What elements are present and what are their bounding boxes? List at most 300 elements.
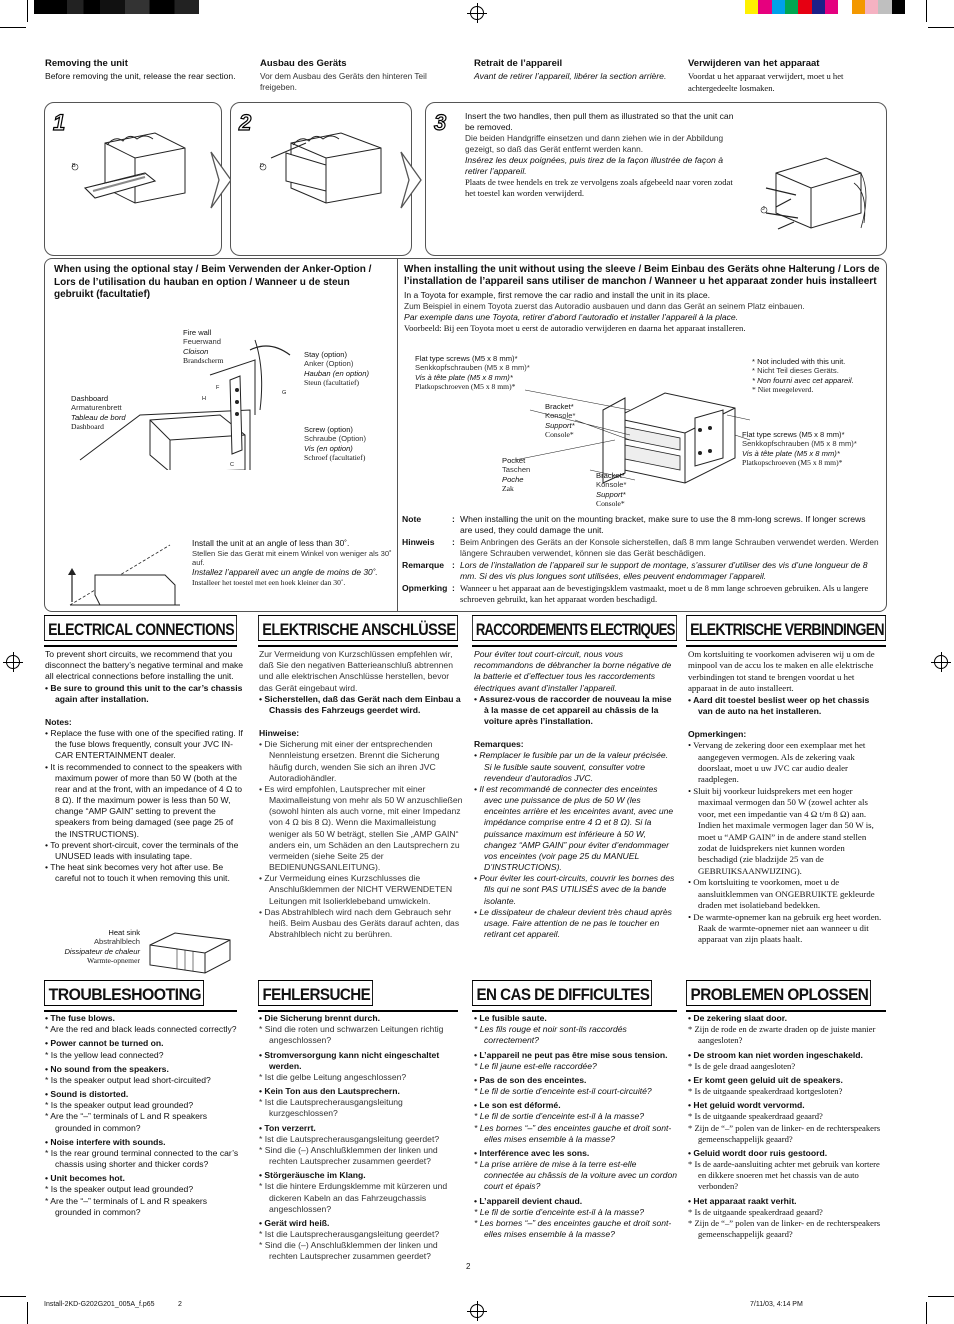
step-3-panel — [425, 102, 887, 256]
stay-en: Stay (option) — [304, 350, 348, 359]
firewall-fr: Cloison — [183, 346, 209, 356]
step-2-label-d: D — [260, 163, 264, 169]
section-title-tr-en: TROUBLESHOOTING — [44, 980, 204, 1006]
elec-en-ground-text: Be sure to ground this unit to the car’s chassis again after installation. — [50, 682, 243, 704]
trouble-de-answer: * Ist die Lautsprecherausgangsleitung geerdet? — [259, 1133, 440, 1144]
step-1-panel — [44, 102, 222, 256]
trouble-en-heading-text: Sound is distorted. — [50, 1089, 129, 1100]
elec-de-ground: • Sicherstellen, daß das Gerät nach dem Einbau a Chassis des Fahrzeugs geerdet wird. — [259, 693, 461, 715]
trouble-en-answer: * Is the yellow lead connected? — [45, 1049, 164, 1060]
screw-fr: Vis (en option) — [304, 443, 353, 453]
elec-fr-col — [474, 649, 678, 940]
stay-label-g: G — [282, 390, 287, 396]
removing-en — [45, 58, 240, 83]
note-fr-text: Lors de l’installation de l’appareil sur le support de montage, s’assurer d’utiliser des vis d’une longueur de 8 mm. Si des vis plus longues sont utilisées, elles peuvent endommager l’appareil. — [460, 559, 868, 582]
trouble-de-answer-text: Ist die hintere Erdungsklemme mit kürzeren und dickeren Kabeln an das Fahrzeugchassis angeschlossen? — [264, 1181, 448, 1214]
trouble-fr-answer: * Les fils rouge et noir sont-ils raccordés correctement? — [474, 1024, 627, 1046]
trouble-de-answer: * Ist die hintere Erdungsklemme mit kürzeren und dickeren Kabeln an das Fahrzeugchassis angeschlossen? — [259, 1181, 448, 1214]
step-1-number: 1 — [53, 110, 66, 135]
stay-title: When using the optional stay / Beim Verwenden der Anker-Option / Lors de l’utilisation du hauban en option / Wanneer u de steun gebruikt (facultatief) — [54, 264, 372, 300]
stay-firewall-label — [183, 328, 224, 366]
angle-illustration — [60, 530, 190, 610]
removing-fr — [474, 58, 669, 83]
trouble-en-heading: • Power cannot be turned on. — [45, 1038, 164, 1049]
bracket2-fr: Support* — [596, 489, 626, 499]
heatsink-fr: Dissipateur de chaleur — [64, 946, 140, 956]
step-2-number: 2 — [239, 110, 252, 135]
footer-file: Install-2KD-G202G201_005A_f.p65 — [44, 1301, 155, 1308]
removing-fr-text: Avant de retirer l’appareil, libérer la section arrière. — [474, 71, 667, 82]
elec-de-note-2-text: Es wird empfohlen, Lautsprecher mit einer Maximalleistung von mehr als 50 W anzuschließen (sowohl hinten als auch vorne, mit einer Impedanz von 4 Ω bis 8 Ω). Wenn die Maximalleistung weniger als 50 W beträgt, stellen Sie „AMP GAIN“ anders ein, um Schäden an den Lautsprechern zu vermeiden (siehe Seite 25 der BEDIENUNGSANLEITUNG). — [264, 783, 463, 873]
sleeve-leader-lines — [405, 360, 865, 510]
elec-en-note-2-text: It is recommended to connect to the speakers with maximum power of more than 50 W (both at the rear and at the front, with an impedance of 4 Ω to 8 Ω). If the maximum power is less than 50 W, change “AMP GAIN” setting to prevent the speakers from being damaged (see page 25 of the INSTRUCTIONS). — [50, 761, 243, 839]
stay-fr: Hauban (en option) — [304, 368, 370, 378]
stay-nl: Steun (facultatief) — [304, 378, 360, 388]
removing-de-text: Vor dem Ausbau des Geräts den hinteren Teil freigeben. — [260, 71, 427, 93]
registration-mark-icon — [6, 655, 20, 669]
trouble-de-heading: • Kein Ton aus den Lautsprechern. — [259, 1086, 400, 1097]
elec-fr-ground: • Assurez-vous de raccorder de nouveau la mise à la masse de cet appareil au châssis de la voiture après l’installation. — [474, 693, 672, 727]
trouble-fr-answer-text: Le fil de sortie d’enceinte est-il à la masse? — [479, 1111, 645, 1122]
trouble-en-heading-text: Unit becomes hot. — [50, 1173, 125, 1184]
trouble-en-answer-text: Is the speaker output lead grounded? — [50, 1100, 194, 1111]
trouble-de-heading-text: Stromversorgung kann nicht eingeschaltet werden. — [264, 1049, 440, 1071]
notincl-nl: * Niet meegeleverd. — [752, 385, 814, 395]
trouble-nl-answer: * Is de aarde-aansluiting achter met gebruik van kortere en dikkere snoeren met het chassis van de auto verbonden? — [688, 1159, 880, 1192]
trouble-de-answer: * Sind die (–) Anschlußklemmen der linken und rechten Lautsprecher zusammen geerdet? — [259, 1144, 438, 1167]
trouble-fr-answer: * Le fil de sortie d’enceinte est-il à la masse? — [474, 1206, 645, 1217]
elec-de-intro: Zur Vermeidung von Kurzschlüssen empfehlen wir, daß Sie den negativen Batterieanschluß abtrennen und alle elektrischen Anschlüsse herstellen, bevor das Gerät eingebaut wird. — [259, 649, 453, 693]
bracket2-de: Konsole* — [596, 480, 627, 490]
pocket-fr: Poche — [502, 474, 524, 484]
trouble-nl-answer: * Is de uitgaande speakerdraad geaard? — [688, 1206, 823, 1217]
trouble-de-answer: * Ist die Lautsprecherausgangsleitung kurzgeschlossen? — [259, 1097, 403, 1119]
pocket-nl: Zak — [502, 484, 514, 494]
pocket-de: Taschen — [502, 465, 531, 475]
trouble-en-heading: • Noise interfere with sounds. — [45, 1136, 166, 1147]
trouble-en-heading: • No sound from the speakers. — [45, 1063, 169, 1074]
note-fr-label: Remarque — [402, 559, 445, 570]
step-3-number: 3 — [434, 110, 447, 135]
angle-de: Stellen Sie das Gerät mit einem Winkel von weniger als 30˚ auf. — [192, 548, 392, 567]
step-3-de: Die beiden Handgriffe einsetzen und dann ziehen wie in der Abbildung gezeigt, so daß das Gerät entfernt werden kann. — [465, 133, 724, 155]
trouble-de-heading-text: Kein Ton aus den Lautsprechern. — [264, 1086, 400, 1097]
flat2-nl: Platkopschroeven (M5 x 8 mm)* — [742, 458, 843, 468]
trouble-fr-heading: • Interférence avec les sons. — [474, 1147, 590, 1158]
sleeve-nl: Voorbeeld: Bij een Toyota moet u eerst de autoradio verwijderen en daarna het apparaat installeren. — [404, 323, 746, 334]
note-de-text: Beim Anbringen des Geräts an der Konsole sicherstellen, daß 8 mm lange Schrauben verwendet werden. Werden längere Schrauben verwendet, können sie das Gerät beschädigen. — [460, 537, 879, 559]
pocket-en: Pocket — [502, 456, 526, 465]
elec-nl-note-2: • Sluit bij voorkeur luidsprekers met een hoger maximaal vermogen dan 50 W (zowel achter als voor, met een impedantie van 4 Ω t/m 8 Ω) aan. Indien het maximale vermogen lager dan 50 W is, moet u “AMP GAIN” in de andere stand stellen zodat de luidsprekers niet kunnen worden beschadigd (zie bladzijde 25 van de GEBRUIKSAANWIJZING). — [688, 785, 874, 876]
stay-de: Anker (Option) — [304, 359, 354, 369]
trouble-nl-answer-text: Zijn de “–” polen van de linker- en de rechterspeakers gemeenschappelijk geaard? — [694, 1122, 881, 1144]
firewall-en: Fire wall — [183, 328, 212, 337]
heatsink-label — [50, 928, 140, 966]
elec-fr-note-4: • Le dissipateur de chaleur devient très chaud après usage. Faire attention de ne pas le toucher en retirant cet appareil. — [474, 906, 672, 940]
dashboard-fr: Tableau de bord — [71, 412, 126, 422]
elec-nl-col — [688, 649, 886, 946]
section-title-tr-fr: EN CAS DE DIFFICULTES — [472, 980, 652, 1006]
trouble-en-heading: • Sound is distorted. — [45, 1089, 129, 1100]
elec-fr-note-2-text: Il est recommandé de connecter des enceintes avec une puissance de plus de 50 W (les enceintes arrière et les enceintes avant, avec une impédance comprise entre 4 Ω et 8 Ω). Si la puissance maximum est inférieure à 50 W, changez “AMP GAIN” pour éviter d’endommager vos enceintes (voir page 25 du MANUEL D’INSTRUCTIONS). — [479, 783, 674, 873]
elec-en-ground: • Be sure to ground this unit to the car’s chassis again after installation. — [45, 682, 243, 704]
notincl-de: * Nicht Teil dieses Geräts. — [752, 366, 839, 376]
trouble-nl-answer-text: Zijn de rode en de zwarte draden op de juiste manier aangesloten? — [694, 1024, 876, 1046]
elec-en-note-3-text: To prevent short-circuit, cover the terminals of the UNUSED leads with insulating tape. — [50, 839, 239, 861]
bracket1-en: Bracket* — [545, 402, 574, 411]
elec-de-note-1: • Die Sicherung mit einer der entsprechenden Nennleistung ersetzen. Brennt die Sicherung häufig durch, wenden Sie sich an ihren JVC Autoradiohändler. — [259, 739, 440, 783]
elec-de-notes-title: Hinweise: — [259, 728, 300, 739]
trouble-fr-heading-text: Le fusible saute. — [479, 1013, 547, 1023]
registration-mark-icon — [470, 1304, 484, 1318]
step-2-illustration — [231, 103, 413, 257]
flat2-fr: Vis à tête plate (M5 x 8 mm)* — [742, 448, 840, 458]
stay-screw-label — [304, 425, 366, 463]
sleeve-en: In a Toyota for example, first remove the car radio and install the unit in its place. — [404, 290, 711, 300]
elec-nl-ground-text: Aard dit toestel beslist weer op het chassis van de auto na het installeren. — [693, 694, 870, 716]
angle-nl: Installeer het toestel met een hoek kleiner dan 30˚. — [192, 577, 346, 587]
elec-fr-note-2: • Il est recommandé de connecter des enceintes avec une puissance de plus de 50 W (les enceintes arrière et les enceintes avant, avec une impédance comprise entre 4 Ω et 8 Ω). Si la puissance maximum est inférieure à 50 W, changez “AMP GAIN” pour éviter d’endommager vos enceintes (voir page 25 du MANUEL D’INSTRUCTIONS). — [474, 783, 674, 873]
flat2-en: Flat type screws (M5 x 8 mm)* — [742, 430, 845, 439]
section-title-elec-en: ELECTRICAL CONNECTIONS — [44, 615, 237, 641]
flat1-de: Senkkopfschrauben (M5 x 8 mm)* — [415, 363, 530, 373]
trouble-en-answer-text: Are the “–” terminals of L and R speakers grounded in common? — [50, 1111, 208, 1133]
step-3-fr: Insérez les deux poignées, puis tirez de la façon illustrée de façon à retirer l’appareil. — [465, 154, 723, 177]
notincl-en: * Not included with this unit. — [752, 357, 846, 366]
removing-en-title: Removing the unit — [45, 58, 128, 69]
firewall-de: Feuerwand — [183, 337, 221, 347]
trouble-nl-answer: * Zijn de rode en de zwarte draden op de juiste manier aangesloten? — [688, 1024, 876, 1046]
flat1-nl: Platkopschroeven (M5 x 8 mm)* — [415, 382, 516, 392]
trouble-en-answer: * Are the “–” terminals of L and R speakers grounded in common? — [45, 1111, 208, 1133]
stay-stay-label — [304, 350, 369, 388]
note-en: Note : When installing the unit on the mounting bracket, make sure to use the 8 mm-long screws. If longer screws are used, they could damage the unit. — [402, 514, 880, 536]
registration-mark-icon — [934, 655, 948, 669]
sleeve-title: When installing the unit without using the sleeve / Beim Einbau des Geräts ohne Halterung / Lors de l’installation de l’appareil sans utiliser de manchon / Wanneer u het apparaat zonder huis installeert — [404, 264, 880, 287]
trouble-fr-heading-text: L’appareil devient chaud. — [479, 1195, 583, 1206]
trouble-de-heading: • Störgeräusche im Klang. — [259, 1170, 366, 1181]
trouble-en-answer: * Is the speaker output lead short-circuited? — [45, 1074, 211, 1085]
trouble-de-heading-text: Ton verzerrt. — [264, 1122, 316, 1133]
stay-label-h: H — [202, 396, 206, 402]
stay-label-f: F — [216, 385, 220, 391]
step-1-label-b: B — [72, 163, 76, 169]
notes-block — [402, 514, 880, 606]
trouble-en-col — [45, 1013, 245, 1218]
notincl-fr: * Non fourni avec cet appareil. — [752, 375, 854, 385]
elec-de-note-1-text: Die Sicherung mit einer der entsprechenden Nennleistung ersetzen. Brennt die Sicherung häufig durch, wenden Sie sich an ihren JVC Autoradiohändler. — [264, 739, 440, 783]
removing-nl-text: Voordat u het apparaat verwijdert, moet u het achtergedeelte losmaken. — [688, 71, 844, 93]
trouble-fr-answer-text: Le fil de sortie d’enceinte est-il court-circuité? — [479, 1086, 652, 1097]
firewall-nl: Brandscherm — [183, 356, 224, 366]
step-3-label-j: J — [762, 206, 765, 212]
trouble-en-heading-text: No sound from the speakers. — [50, 1063, 169, 1074]
screw-de: Schraube (Option) — [304, 434, 367, 444]
elec-nl-note-3-text: Om kortsluiting te voorkomen, moet u de aansluitklemmen van ONGEBRUIKTE gekleurde draden met isolatieband bedekken. — [693, 877, 875, 911]
trouble-nl-answer: * Zijn de “–” polen van de linker- en de rechterspeakers gemeenschappelijk geaard? — [688, 1217, 881, 1240]
trouble-nl-heading: • Er komt geen geluid uit de speakers. — [688, 1074, 843, 1085]
trouble-en-heading: • Unit becomes hot. — [45, 1173, 125, 1184]
elec-de-note-4: • Das Abstrahlblech wird nach dem Gebrauch sehr heiß. Beim Ausbau des Geräts darauf achten, das Abstrahlblech nicht zu berühren. — [259, 906, 460, 940]
trouble-de-answer: * Sind die roten und schwarzen Leitungen richtig angeschlossen? — [259, 1024, 444, 1046]
elec-fr-note-3-text: Pour éviter les court-circuits, couvrir les bornes des fils qui ne sont PAS UTILISÉS avec de la bande isolante. — [479, 873, 675, 906]
trouble-nl-answer: * Zijn de “–” polen van de linker- en de rechterspeakers gemeenschappelijk geaard? — [688, 1122, 881, 1144]
trouble-de-heading: • Ton verzerrt. — [259, 1122, 316, 1133]
heatsink-en: Heat sink — [108, 928, 140, 937]
section-title-tr-de: FEHLERSUCHE — [258, 980, 373, 1006]
note-de-label: Hinweis — [402, 537, 435, 548]
elec-fr-notes-title: Remarques: — [474, 739, 524, 750]
removing-en-text: Before removing the unit, release the rear section. — [45, 71, 236, 82]
trouble-en-answer-text: Is the rear ground terminal connected to the car’s chassis using shorter and thicker cords? — [50, 1147, 239, 1170]
trouble-en-answer-text: Is the yellow lead connected? — [50, 1049, 164, 1060]
crop-mark — [926, 0, 927, 22]
trouble-de-answer-text: Ist die Lautsprecherausgangsleitung kurzgeschlossen? — [264, 1097, 403, 1119]
sleeve-de: Zum Beispiel in einem Toyota zuerst das Autoradio ausbauen und dann das Gerät an seinem Platz einbauen. — [404, 301, 805, 312]
removing-de-title: Ausbau des Geräts — [260, 58, 347, 69]
elec-fr-note-1: • Remplacer le fusible par un de la valeur précisée. Si le fusible saute souvent, consulter votre revendeur d’autoradios JVC. — [474, 750, 669, 783]
dashboard-de: Armaturenbrett — [71, 403, 122, 413]
trouble-en-answer: * Are the “–” terminals of L and R speakers grounded in common? — [45, 1195, 208, 1217]
bracket1-nl: Console* — [545, 430, 574, 440]
trouble-fr-heading: • Le fusible saute. — [474, 1013, 547, 1023]
removing-nl — [688, 58, 883, 94]
elec-en-note-2: • It is recommended to connect to the speakers with maximum power of more than 50 W (both at the rear and at the front, with an impedance of 4 Ω to 8 Ω). If the maximum power is less than 50 W, change “AMP GAIN” setting to prevent the speakers from being damaged (see page 25 of the INSTRUCTIONS). — [45, 761, 243, 839]
trouble-nl-answer: * Is de uitgaande speakerdraad geaard? — [688, 1111, 823, 1122]
note-fr: Remarque : Lors de l’installation de l’appareil sur le support de montage, s’assurer d’utiliser des vis d’une longueur de 8 mm. Si des vis plus longues sont utilisées, elles peuvent endommager l’appareil. — [402, 560, 880, 582]
footer-page: 2 — [178, 1301, 182, 1308]
trouble-nl-heading-text: Er komt geen geluid uit de speakers. — [693, 1074, 843, 1085]
bracket2-nl: Console* — [596, 499, 625, 509]
flat1-en: Flat type screws (M5 x 8 mm)* — [415, 354, 518, 363]
trouble-de-answer-text: Ist die Lautsprecherausgangsleitung geerdet? — [264, 1229, 440, 1240]
trouble-nl-answer-text: Is de uitgaande speakerdraad geaard? — [694, 1111, 823, 1122]
trouble-en-answer-text: Is the speaker output lead grounded? — [50, 1184, 194, 1195]
elec-en-note-3: • To prevent short-circuit, cover the terminals of the UNUSED leads with insulating tape. — [45, 839, 239, 861]
trouble-en-heading-text: Noise interfere with sounds. — [50, 1136, 166, 1147]
elec-en-note-4: • The heat sink becomes very hot after use. Be careful not to touch it when removing this unit. — [45, 862, 230, 884]
note-nl-label: Opmerking — [402, 583, 448, 594]
trouble-fr-answer: * Le fil de sortie d’enceinte est-il à la masse? — [474, 1111, 645, 1122]
trouble-en-answer-text: Are the “–” terminals of L and R speakers grounded in common? — [50, 1195, 208, 1217]
bracket1-fr: Support* — [545, 420, 575, 430]
elec-nl-intro: Om kortsluiting te voorkomen adviseren wij u om de minpool van de accu los te maken en alle elektrische verbindingen tot stand te brengen voordat u het apparaat in de auto installeert. — [688, 649, 875, 694]
crop-mark — [928, 1296, 954, 1297]
crop-mark — [27, 1302, 28, 1324]
trouble-de-answer-text: Sind die (–) Anschlußklemmen der linken und rechten Lautsprecher zusammen geerdet? — [264, 1144, 438, 1167]
trouble-de-heading-text: Gerät wird heiß. — [264, 1217, 330, 1228]
trouble-de-heading-text: Die Sicherung brennt durch. — [264, 1013, 380, 1023]
elec-nl-note-3: • Om kortsluiting te voorkomen, moet u de aansluitklemmen van ONGEBRUIKTE gekleurde draden met isolatieband bedekken. — [688, 877, 875, 911]
elec-en-note-1-text: Replace the fuse with one of the specified rating. If the fuse blows frequently, consult your JVC IN-CAR ENTERTAINMENT dealer. — [50, 728, 243, 761]
trouble-nl-answer-text: Is de aarde-aansluiting achter met gebruik van kortere en dikkere snoeren met het chassis van de auto verbonden? — [694, 1159, 880, 1192]
trouble-nl-heading-text: Het apparaat raakt verhit. — [693, 1195, 797, 1206]
trouble-nl-heading: • Het apparaat raakt verhit. — [688, 1195, 797, 1206]
grayscale-bar — [34, 0, 199, 14]
elec-de-col — [259, 649, 465, 940]
elec-en-notes-title: Notes: — [45, 716, 72, 727]
trouble-de-answer: * Ist die Lautsprecherausgangsleitung geerdet? — [259, 1229, 440, 1240]
trouble-fr-col — [474, 1013, 678, 1240]
screw-en: Screw (option) — [304, 425, 353, 434]
stay-dashboard-label — [71, 394, 126, 432]
trouble-fr-answer-text: La prise arrière de mise à la terre est-elle connectée au châssis de la voiture avec un cordon court et épais? — [479, 1159, 678, 1192]
trouble-nl-answer-text: Is de uitgaande speakerdraad geaard? — [694, 1206, 823, 1217]
trouble-fr-heading-text: Le son est déformé. — [479, 1100, 561, 1111]
trouble-de-heading: • Stromversorgung kann nicht eingeschaltet werden. — [259, 1049, 440, 1071]
trouble-fr-answer: * Le fil de sortie d’enceinte est-il court-circuité? — [474, 1086, 652, 1097]
crop-mark — [0, 27, 26, 28]
trouble-fr-heading-text: Interférence avec les sons. — [479, 1147, 590, 1158]
dashboard-nl: Dashboard — [71, 422, 104, 432]
trouble-fr-heading: • Le son est déformé. — [474, 1100, 561, 1111]
trouble-nl-heading: • Het geluid wordt vervormd. — [688, 1100, 805, 1111]
trouble-en-heading-text: Power cannot be turned on. — [50, 1038, 164, 1049]
trouble-de-answer-text: Ist die gelbe Leitung angeschlossen? — [264, 1071, 407, 1082]
removing-nl-title: Verwijderen van het apparaat — [688, 58, 820, 69]
section-title-elec-de: ELEKTRISCHE ANSCHLÜSSE — [258, 615, 458, 641]
trouble-de-answer-text: Sind die roten und schwarzen Leitungen richtig angeschlossen? — [264, 1024, 444, 1046]
elec-en-note-4-text: The heat sink becomes very hot after use. Be careful not to touch it when removing this unit. — [50, 862, 230, 884]
elec-fr-note-3: • Pour éviter les court-circuits, couvrir les bornes des fils qui ne sont PAS UTILISÉS avec de la bande isolante. — [474, 873, 675, 906]
elec-en-intro: To prevent short circuits, we recommend that you disconnect the battery’s negative terminal and make all electrical connections before installing the unit. — [45, 649, 244, 682]
elec-nl-note-1-text: Vervang de zekering door een exemplaar met het aangegeven vermogen. Als de zekering vaak doorslaat, moet u uw JVC car audio dealer raadplegen. — [693, 740, 866, 785]
footer-date: 7/11/03, 4:14 PM — [750, 1301, 803, 1308]
trouble-en-answer: * Is the rear ground terminal connected to the car’s chassis using shorter and thicker cords? — [45, 1147, 239, 1170]
elec-nl-note-2-text: Sluit bij voorkeur luidsprekers met een hoger maximaal vermogen dan 50 W (zowel achter als voor, met een impedantie van 4 Ω t/m 8 Ω) aan. Indien het maximale vermogen lager dan 50 W is, moet u “AMP GAIN” in de andere stand stellen zodat de luidsprekers niet kunnen worden beschadigd (zie bladzijde 25 van de GEBRUIKSAANWIJZING). — [693, 785, 874, 876]
section-title-elec-nl: ELEKTRISCHE VERBINDINGEN — [686, 615, 886, 641]
removing-de — [260, 58, 460, 93]
trouble-nl-heading-text: Geluid wordt door ruis gestoord. — [693, 1147, 828, 1158]
elec-de-note-3-text: Zur Vermeidung eines Kurzschlusses die Anschlußklemmen der NICHT VERWENDETEN Leitungen mit Isolierklebeband umwickeln. — [264, 873, 453, 906]
trouble-nl-heading-text: De zekering slaat door. — [693, 1013, 788, 1023]
trouble-fr-answer-text: Les bornes “–” des enceintes gauche et droit sont-elles mises ensemble à la masse? — [479, 1122, 672, 1144]
trouble-fr-answer: * Le fil jaune est-elle raccordée? — [474, 1060, 597, 1071]
cmyk-bar — [745, 0, 905, 14]
step-3-nl: Plaats de twee hendels en trek ze vervolgens zoals afgebeeld naar voren zodat het toestel kan worden verwijderd. — [465, 177, 733, 199]
trouble-nl-answer-text: Is de uitgaande speakerdraad kortgesloten? — [694, 1086, 843, 1097]
page-number: 2 — [466, 1262, 471, 1271]
step-3-text — [465, 111, 735, 200]
elec-de-note-2: • Es wird empfohlen, Lautsprecher mit einer Maximalleistung von mehr als 50 W anzuschließen (sowohl hinten als auch vorne, mit einer Impedanz von 4 Ω bis 8 Ω). Wenn die Maximalleistung weniger als 50 W beträgt, stellen Sie „AMP GAIN“ anders ein, um Schäden an den Lautsprechern zu vermeiden (siehe Seite 25 der BEDIENUNGSANLEITUNG). — [259, 783, 463, 873]
note-de: Hinweis : Beim Anbringen des Geräts an der Konsole sicherstellen, daß 8 mm lange Schrauben verwendet werden. Werden längere Schrauben verwendet, können sie das Gerät beschädigen. — [402, 537, 879, 559]
elec-nl-note-4-text: De warmte-opnemer kan na gebruik erg heet worden. Raak de warmte-opnemer niet aan wanneer u dit apparaat van zijn plaats haalt. — [693, 911, 882, 945]
trouble-de-answer: * Sind die (–) Anschlußklemmen der linken und rechten Lautsprecher zusammen geerdet? — [259, 1240, 438, 1262]
trouble-fr-heading: • L’appareil ne peut pas être mise sous tension. — [474, 1049, 668, 1060]
screw-nl: Schroef (facultatief) — [304, 453, 366, 463]
trouble-nl-col — [688, 1013, 886, 1240]
trouble-nl-answer-text: Zijn de “–” polen van de linker- en de rechterspeakers gemeenschappelijk geaard? — [694, 1217, 881, 1240]
trouble-nl-answer: * Is de gele draad aangesloten? — [688, 1060, 796, 1071]
crop-mark — [926, 1302, 927, 1324]
trouble-fr-heading-text: L’appareil ne peut pas être mise sous tension. — [479, 1049, 668, 1060]
registration-mark-icon — [470, 6, 484, 20]
sleeve-fr: Par exemple dans une Toyota, retirer d’abord l’autoradio et installer l’appareil à la place. — [404, 311, 739, 322]
section-title-tr-nl: PROBLEMEN OPLOSSEN — [686, 980, 871, 1006]
trouble-en-answer: * Is the speaker output lead grounded? — [45, 1184, 194, 1195]
elec-de-ground-text: Sicherstellen, daß das Gerät nach dem Einbau a Chassis des Fahrzeugs geerdet wird. — [264, 693, 461, 715]
elec-nl-notes-title: Opmerkingen: — [688, 729, 747, 740]
trouble-nl-heading: • De zekering slaat door. — [688, 1013, 788, 1023]
trouble-en-heading-text: The fuse blows. — [50, 1013, 115, 1023]
trouble-nl-heading-text: De stroom kan niet worden ingeschakeld. — [693, 1049, 863, 1060]
bracket2-en: Bracket* — [596, 471, 625, 480]
flat2-de: Senkkopfschrauben (M5 x 8 mm)* — [742, 439, 857, 449]
angle-fr: Installez l’appareil avec un angle de moins de 30˚. — [192, 567, 378, 578]
removing-fr-title: Retrait de l’appareil — [474, 58, 563, 69]
trouble-nl-heading: • Geluid wordt door ruis gestoord. — [688, 1147, 828, 1158]
trouble-de-heading: • Die Sicherung brennt durch. — [259, 1013, 380, 1023]
trouble-fr-answer: * Les bornes “–” des enceintes gauche et droit sont-elles mises ensemble à la masse? — [474, 1122, 672, 1144]
trouble-de-answer-text: Sind die (–) Anschlußklemmen der linken und rechten Lautsprecher zusammen geerdet? — [264, 1240, 438, 1262]
trouble-fr-answer: * Les bornes “–” des enceintes gauche et droit sont-elles mises ensemble à la masse? — [474, 1217, 672, 1240]
note-en-text: When installing the unit on the mounting bracket, make sure to use the 8 mm-long screws. If longer screws are used, they could damage the unit. — [460, 514, 866, 536]
trouble-en-answer-text: Are the red and black leads connected correctly? — [50, 1024, 237, 1035]
crop-mark — [0, 1296, 26, 1297]
angle-text — [192, 538, 392, 587]
trouble-en-answer-text: Is the speaker output lead short-circuited? — [50, 1074, 211, 1085]
trouble-en-answer: * Are the red and black leads connected correctly? — [45, 1024, 237, 1035]
crop-mark — [27, 0, 28, 22]
trouble-de-heading-text: Störgeräusche im Klang. — [264, 1170, 366, 1181]
trouble-fr-answer: * La prise arrière de mise à la terre est-elle connectée au châssis de la voiture avec un cordon court et épais? — [474, 1159, 678, 1192]
elec-nl-note-1: • Vervang de zekering door een exemplaar met het aangegeven vermogen. Als de zekering vaak doorslaat, moet u uw JVC car audio dealer raadplegen. — [688, 740, 866, 785]
elec-en-col — [45, 649, 245, 884]
flat1-fr: Vis à tête plate (M5 x 8 mm)* — [415, 372, 513, 382]
elec-nl-note-4: • De warmte-opnemer kan na gebruik erg heet worden. Raak de warmte-opnemer niet aan wanneer u dit apparaat van zijn plaats haalt. — [688, 911, 882, 945]
angle-en: Install the unit at an angle of less than 30˚. — [192, 538, 350, 548]
trouble-de-col — [259, 1013, 465, 1263]
dashboard-en: Dashboard — [71, 394, 109, 403]
trouble-nl-answer: * Is de uitgaande speakerdraad kortgesloten? — [688, 1086, 843, 1097]
trouble-fr-answer-text: Les bornes “–” des enceintes gauche et droit sont-elles mises ensemble à la masse? — [479, 1217, 672, 1240]
crop-mark — [928, 27, 954, 28]
trouble-fr-answer-text: Le fil jaune est-elle raccordée? — [479, 1060, 597, 1071]
bracket1-de: Konsole* — [545, 411, 576, 421]
elec-nl-ground: • Aard dit toestel beslist weer op het chassis van de auto na het installeren. — [688, 694, 870, 716]
elec-fr-note-1-text: Remplacer le fusible par un de la valeur précisée. Si le fusible saute souvent, consulter votre revendeur d’autoradios JVC. — [479, 750, 669, 783]
trouble-en-answer: * Is the speaker output lead grounded? — [45, 1100, 194, 1111]
trouble-en-heading: • The fuse blows. — [45, 1013, 115, 1023]
arrow-2-icon — [399, 150, 425, 210]
note-en-label: Note — [402, 514, 422, 524]
trouble-fr-answer-text: Le fil de sortie d’enceinte est-il à la masse? — [479, 1206, 645, 1217]
stay-label-c: C — [230, 462, 234, 468]
trouble-de-answer: * Ist die gelbe Leitung angeschlossen? — [259, 1071, 407, 1082]
trouble-nl-heading: • De stroom kan niet worden ingeschakeld. — [688, 1049, 863, 1060]
elec-de-note-4-text: Das Abstrahlblech wird nach dem Gebrauch sehr heiß. Beim Ausbau des Geräts darauf achten, das Abstrahlblech nicht zu berühren. — [264, 906, 460, 940]
trouble-fr-heading: • Pas de son des enceintes. — [474, 1074, 587, 1085]
trouble-nl-heading-text: Het geluid wordt vervormd. — [693, 1100, 805, 1111]
elec-fr-note-4-text: Le dissipateur de chaleur devient très chaud après usage. Faire attention de ne pas le toucher en retirant cet appareil. — [479, 906, 672, 940]
trouble-nl-answer-text: Is de gele draad aangesloten? — [694, 1060, 796, 1071]
step-2-panel — [230, 102, 412, 256]
trouble-de-answer-text: Ist die Lautsprecherausgangsleitung geerdet? — [264, 1133, 440, 1144]
sleeve-section — [404, 264, 880, 334]
heatsink-de: Abstrahlblech — [93, 937, 140, 947]
trouble-de-heading: • Gerät wird heiß. — [259, 1217, 330, 1228]
elec-de-note-3: • Zur Vermeidung eines Kurzschlusses die Anschlußklemmen der NICHT VERWENDETEN Leitungen mit Isolierklebeband umwickeln. — [259, 873, 453, 906]
elec-fr-intro: Pour éviter tout court-circuit, nous vous recommandons de débrancher la borne négative de la batterie et d’effectuer tous les raccordements électriques avant d’installer l’appareil. — [474, 649, 672, 693]
elec-en-note-1: • Replace the fuse with one of the specified rating. If the fuse blows frequently, consult your JVC IN-CAR ENTERTAINMENT dealer. — [45, 728, 243, 761]
heatsink-nl: Warmte-opnemer — [87, 956, 140, 966]
trouble-fr-answer-text: Les fils rouge et noir sont-ils raccordés correctement? — [479, 1024, 627, 1046]
trouble-fr-heading-text: Pas de son des enceintes. — [479, 1074, 587, 1085]
step-1-illustration — [45, 103, 223, 257]
note-nl-text: Wanneer u het apparaat aan de bevestigingsklem vastmaakt, moet u de 8 mm lange schroeven gebruiken. Als u langere schroeven gebruikt, kan het apparaat worden beschadigd. — [460, 583, 869, 605]
heatsink-illustration — [145, 925, 235, 975]
note-nl: Opmerking : Wanneer u het apparaat aan de bevestigingsklem vastmaakt, moet u de 8 mm lange schroeven gebruiken. Als u langere schroeven gebruikt, kan het apparaat worden beschadigd. — [402, 583, 880, 605]
